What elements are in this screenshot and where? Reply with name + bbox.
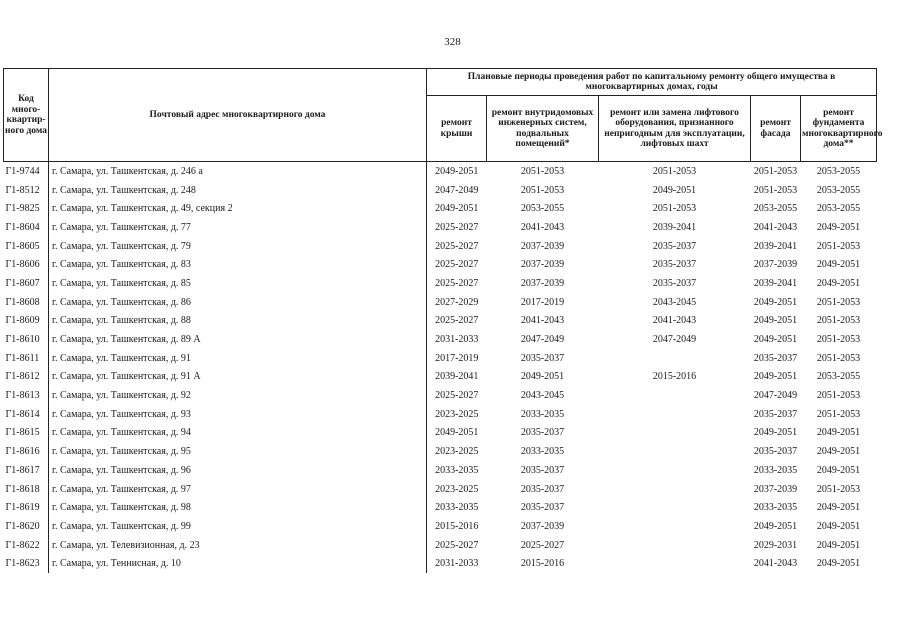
table-row (4, 293, 877, 312)
row-facade: 2039-2041 (753, 240, 798, 252)
row-elevator: 2043-2045 (652, 296, 697, 308)
row-foundation: 2051-2053 (816, 352, 861, 364)
row-systems: 2035-2037 (520, 464, 565, 476)
row-roof: 2049-2051 (435, 427, 479, 439)
row-systems: 2033-2035 (520, 446, 565, 458)
table-row (4, 424, 877, 443)
row-code: Г1-8617 (4, 461, 49, 480)
table-row (4, 442, 877, 461)
table-row (4, 218, 877, 237)
row-address: г. Самара, ул. Теннисная, д. 10 (49, 554, 427, 573)
table-row (4, 536, 877, 555)
table-row (4, 405, 877, 424)
row-address: г. Самара, ул. Ташкентская, д. 95 (49, 442, 427, 461)
row-elevator (599, 517, 751, 536)
row-elevator (599, 498, 751, 517)
row-address: г. Самара, ул. Ташкентская, д. 92 (49, 386, 427, 405)
row-foundation: 2051-2053 (816, 334, 861, 346)
row-elevator: 2041-2043 (652, 315, 697, 327)
row-systems: 2037-2039 (520, 240, 565, 252)
row-systems: 2017-2019 (520, 296, 565, 308)
table-row (4, 237, 877, 256)
row-facade: 2041-2043 (753, 558, 798, 570)
row-elevator (599, 349, 751, 368)
row-elevator (599, 480, 751, 499)
row-address: г. Самара, ул. Ташкентская, д. 49, секция 2 (49, 199, 427, 218)
row-systems: 2051-2053 (520, 165, 565, 177)
row-address: г. Самара, ул. Ташкентская, д. 89 А (49, 330, 427, 349)
row-foundation: 2053-2055 (816, 184, 861, 196)
row-code: Г1-8604 (4, 218, 49, 237)
table-row (4, 461, 877, 480)
row-roof: 2047-2049 (435, 184, 479, 196)
row-roof: 2025-2027 (435, 539, 479, 551)
row-foundation: 2049-2051 (816, 277, 861, 289)
row-code: Г1-8612 (4, 368, 49, 387)
row-foundation: 2053-2055 (816, 165, 861, 177)
row-facade: 2037-2039 (753, 483, 798, 495)
row-code: Г1-8616 (4, 442, 49, 461)
row-facade: 2049-2051 (753, 520, 798, 532)
row-foundation: 2049-2051 (816, 427, 861, 439)
row-systems: 2053-2055 (520, 203, 565, 215)
table-row (4, 517, 877, 536)
row-facade: 2051-2053 (753, 184, 798, 196)
row-elevator (599, 554, 751, 573)
row-facade: 2035-2037 (753, 446, 798, 458)
row-elevator (599, 536, 751, 555)
row-systems: 2041-2043 (520, 221, 565, 233)
capital-repair-schedule-table (3, 68, 883, 573)
row-elevator (599, 405, 751, 424)
row-code: Г1-8615 (4, 424, 49, 443)
row-facade: 2037-2039 (753, 259, 798, 271)
row-facade: 2041-2043 (753, 221, 798, 233)
row-elevator: 2051-2053 (652, 165, 697, 177)
row-elevator (599, 442, 751, 461)
row-systems: 2035-2037 (520, 352, 565, 364)
row-roof: 2033-2035 (435, 464, 479, 476)
row-elevator (599, 461, 751, 480)
header-systems: ремонт внутридомовых инженерных систем, подвальных помещений* (487, 96, 599, 162)
row-facade: 2049-2051 (753, 427, 798, 439)
row-address: г. Самара, ул. Ташкентская, д. 85 (49, 274, 427, 293)
table-row (4, 498, 877, 517)
row-foundation: 2051-2053 (816, 240, 861, 252)
table-row (4, 199, 877, 218)
row-address: г. Самара, ул. Ташкентская, д. 248 (49, 181, 427, 200)
row-roof: 2031-2033 (435, 558, 479, 570)
row-foundation: 2051-2053 (816, 296, 861, 308)
row-systems: 2037-2039 (520, 277, 565, 289)
header-periods-group: Плановые периоды проведения работ по капитальному ремонту общего имущества в многоквартирных домах, годы (427, 69, 877, 96)
row-code: Г1-8608 (4, 293, 49, 312)
row-roof: 2023-2025 (435, 408, 479, 420)
row-address: г. Самара, ул. Ташкентская, д. 91 (49, 349, 427, 368)
row-systems: 2049-2051 (520, 371, 565, 383)
row-address: г. Самара, ул. Ташкентская, д. 97 (49, 480, 427, 499)
table-row (4, 181, 877, 200)
row-elevator: 2035-2037 (652, 277, 697, 289)
row-address: г. Самара, ул. Ташкентская, д. 86 (49, 293, 427, 312)
row-code: Г1-8613 (4, 386, 49, 405)
table-row (4, 255, 877, 274)
row-systems: 2037-2039 (520, 520, 565, 532)
row-code: Г1-8606 (4, 255, 49, 274)
row-foundation: 2053-2055 (816, 371, 861, 383)
row-systems: 2035-2037 (520, 483, 565, 495)
row-foundation: 2049-2051 (816, 446, 861, 458)
table-row (4, 554, 877, 573)
header-foundation: ремонт фундамента многоквартирного дома** (801, 96, 877, 162)
row-systems: 2035-2037 (520, 502, 565, 514)
row-address: г. Самара, ул. Ташкентская, д. 91 А (49, 368, 427, 387)
row-roof: 2025-2027 (435, 240, 479, 252)
row-code: Г1-9825 (4, 199, 49, 218)
table-row (4, 162, 877, 181)
row-code: Г1-8622 (4, 536, 49, 555)
row-roof: 2049-2051 (435, 165, 479, 177)
table-row (4, 368, 877, 387)
row-roof: 2033-2035 (435, 502, 479, 514)
row-systems: 2033-2035 (520, 408, 565, 420)
table-row (4, 330, 877, 349)
row-address: г. Самара, ул. Ташкентская, д. 99 (49, 517, 427, 536)
row-systems: 2037-2039 (520, 259, 565, 271)
row-roof: 2025-2027 (435, 259, 479, 271)
row-facade: 2049-2051 (753, 334, 798, 346)
row-address: г. Самара, ул. Ташкентская, д. 77 (49, 218, 427, 237)
row-address: г. Самара, ул. Ташкентская, д. 246 а (49, 162, 427, 181)
row-code: Г1-8512 (4, 181, 49, 200)
table-row (4, 312, 877, 331)
row-roof: 2039-2041 (435, 371, 479, 383)
row-roof: 2025-2027 (435, 390, 479, 402)
row-roof: 2049-2051 (435, 203, 479, 215)
header-code: Код много-квартир-ного дома (4, 69, 49, 162)
row-address: г. Самара, ул. Ташкентская, д. 79 (49, 237, 427, 256)
row-address: г. Самара, ул. Ташкентская, д. 93 (49, 405, 427, 424)
table-body (4, 162, 877, 574)
row-foundation: 2049-2051 (816, 558, 861, 570)
row-address: г. Самара, ул. Ташкентская, д. 88 (49, 312, 427, 331)
row-roof: 2023-2025 (435, 483, 479, 495)
row-foundation: 2051-2053 (816, 408, 861, 420)
row-facade: 2039-2041 (753, 277, 798, 289)
row-systems: 2041-2043 (520, 315, 565, 327)
row-facade: 2049-2051 (753, 315, 798, 327)
row-foundation: 2051-2053 (816, 315, 861, 327)
header-facade: ремонт фасада (751, 96, 801, 162)
row-facade: 2029-2031 (753, 539, 798, 551)
row-roof: 2025-2027 (435, 221, 479, 233)
row-elevator (599, 386, 751, 405)
row-address: г. Самара, ул. Ташкентская, д. 83 (49, 255, 427, 274)
row-foundation: 2049-2051 (816, 259, 861, 271)
header-elevator: ремонт или замена лифтового оборудования, признанного непригодным для эксплуатации, лифтовых шахт (599, 96, 751, 162)
row-elevator: 2039-2041 (652, 221, 697, 233)
row-elevator: 2035-2037 (652, 259, 697, 271)
row-address: г. Самара, ул. Ташкентская, д. 98 (49, 498, 427, 517)
row-elevator: 2047-2049 (652, 334, 697, 346)
row-code: Г1-8623 (4, 554, 49, 573)
row-elevator: 2035-2037 (652, 240, 697, 252)
table-row (4, 386, 877, 405)
row-foundation: 2049-2051 (816, 520, 861, 532)
row-code: Г1-8619 (4, 498, 49, 517)
row-code: Г1-8610 (4, 330, 49, 349)
row-roof: 2023-2025 (435, 446, 479, 458)
row-facade: 2053-2055 (753, 203, 798, 215)
row-roof: 2025-2027 (435, 315, 479, 327)
row-foundation: 2053-2055 (816, 203, 861, 215)
table-row (4, 349, 877, 368)
row-facade: 2051-2053 (753, 165, 798, 177)
row-facade: 2035-2037 (753, 408, 798, 420)
row-foundation: 2049-2051 (816, 221, 861, 233)
row-address: г. Самара, ул. Ташкентская, д. 94 (49, 424, 427, 443)
row-address: г. Самара, ул. Ташкентская, д. 96 (49, 461, 427, 480)
row-systems: 2015-2016 (520, 558, 565, 570)
page-number: 328 (444, 36, 461, 48)
table-row (4, 480, 877, 499)
header-roof: ремонт крыши (427, 96, 487, 162)
row-code: Г1-8605 (4, 237, 49, 256)
row-roof: 2025-2027 (435, 277, 479, 289)
row-facade: 2049-2051 (753, 296, 798, 308)
row-foundation: 2051-2053 (816, 483, 861, 495)
row-code: Г1-9744 (4, 162, 49, 181)
row-roof: 2027-2029 (435, 296, 479, 308)
row-roof: 2031-2033 (435, 334, 479, 346)
row-roof: 2015-2016 (435, 520, 479, 532)
row-systems: 2051-2053 (520, 184, 565, 196)
row-systems: 2035-2037 (520, 427, 565, 439)
table-row (4, 274, 877, 293)
row-elevator (599, 424, 751, 443)
row-code: Г1-8618 (4, 480, 49, 499)
row-foundation: 2049-2051 (816, 539, 861, 551)
row-systems: 2043-2045 (520, 390, 565, 402)
row-address: г. Самара, ул. Телевизионная, д. 23 (49, 536, 427, 555)
row-elevator: 2015-2016 (652, 371, 697, 383)
row-facade: 2033-2035 (753, 464, 798, 476)
row-elevator: 2051-2053 (652, 203, 697, 215)
header-address: Почтовый адрес многоквартирного дома (49, 69, 427, 162)
row-facade: 2035-2037 (753, 352, 798, 364)
row-code: Г1-8607 (4, 274, 49, 293)
row-foundation: 2049-2051 (816, 464, 861, 476)
row-code: Г1-8609 (4, 312, 49, 331)
row-systems: 2025-2027 (520, 539, 565, 551)
row-facade: 2033-2035 (753, 502, 798, 514)
row-foundation: 2049-2051 (816, 502, 861, 514)
row-code: Г1-8620 (4, 517, 49, 536)
row-facade: 2049-2051 (753, 371, 798, 383)
row-code: Г1-8614 (4, 405, 49, 424)
row-code: Г1-8611 (4, 349, 49, 368)
row-facade: 2047-2049 (753, 390, 798, 402)
row-roof: 2017-2019 (435, 352, 479, 364)
row-foundation: 2051-2053 (816, 390, 861, 402)
row-elevator: 2049-2051 (652, 184, 697, 196)
row-systems: 2047-2049 (520, 334, 565, 346)
